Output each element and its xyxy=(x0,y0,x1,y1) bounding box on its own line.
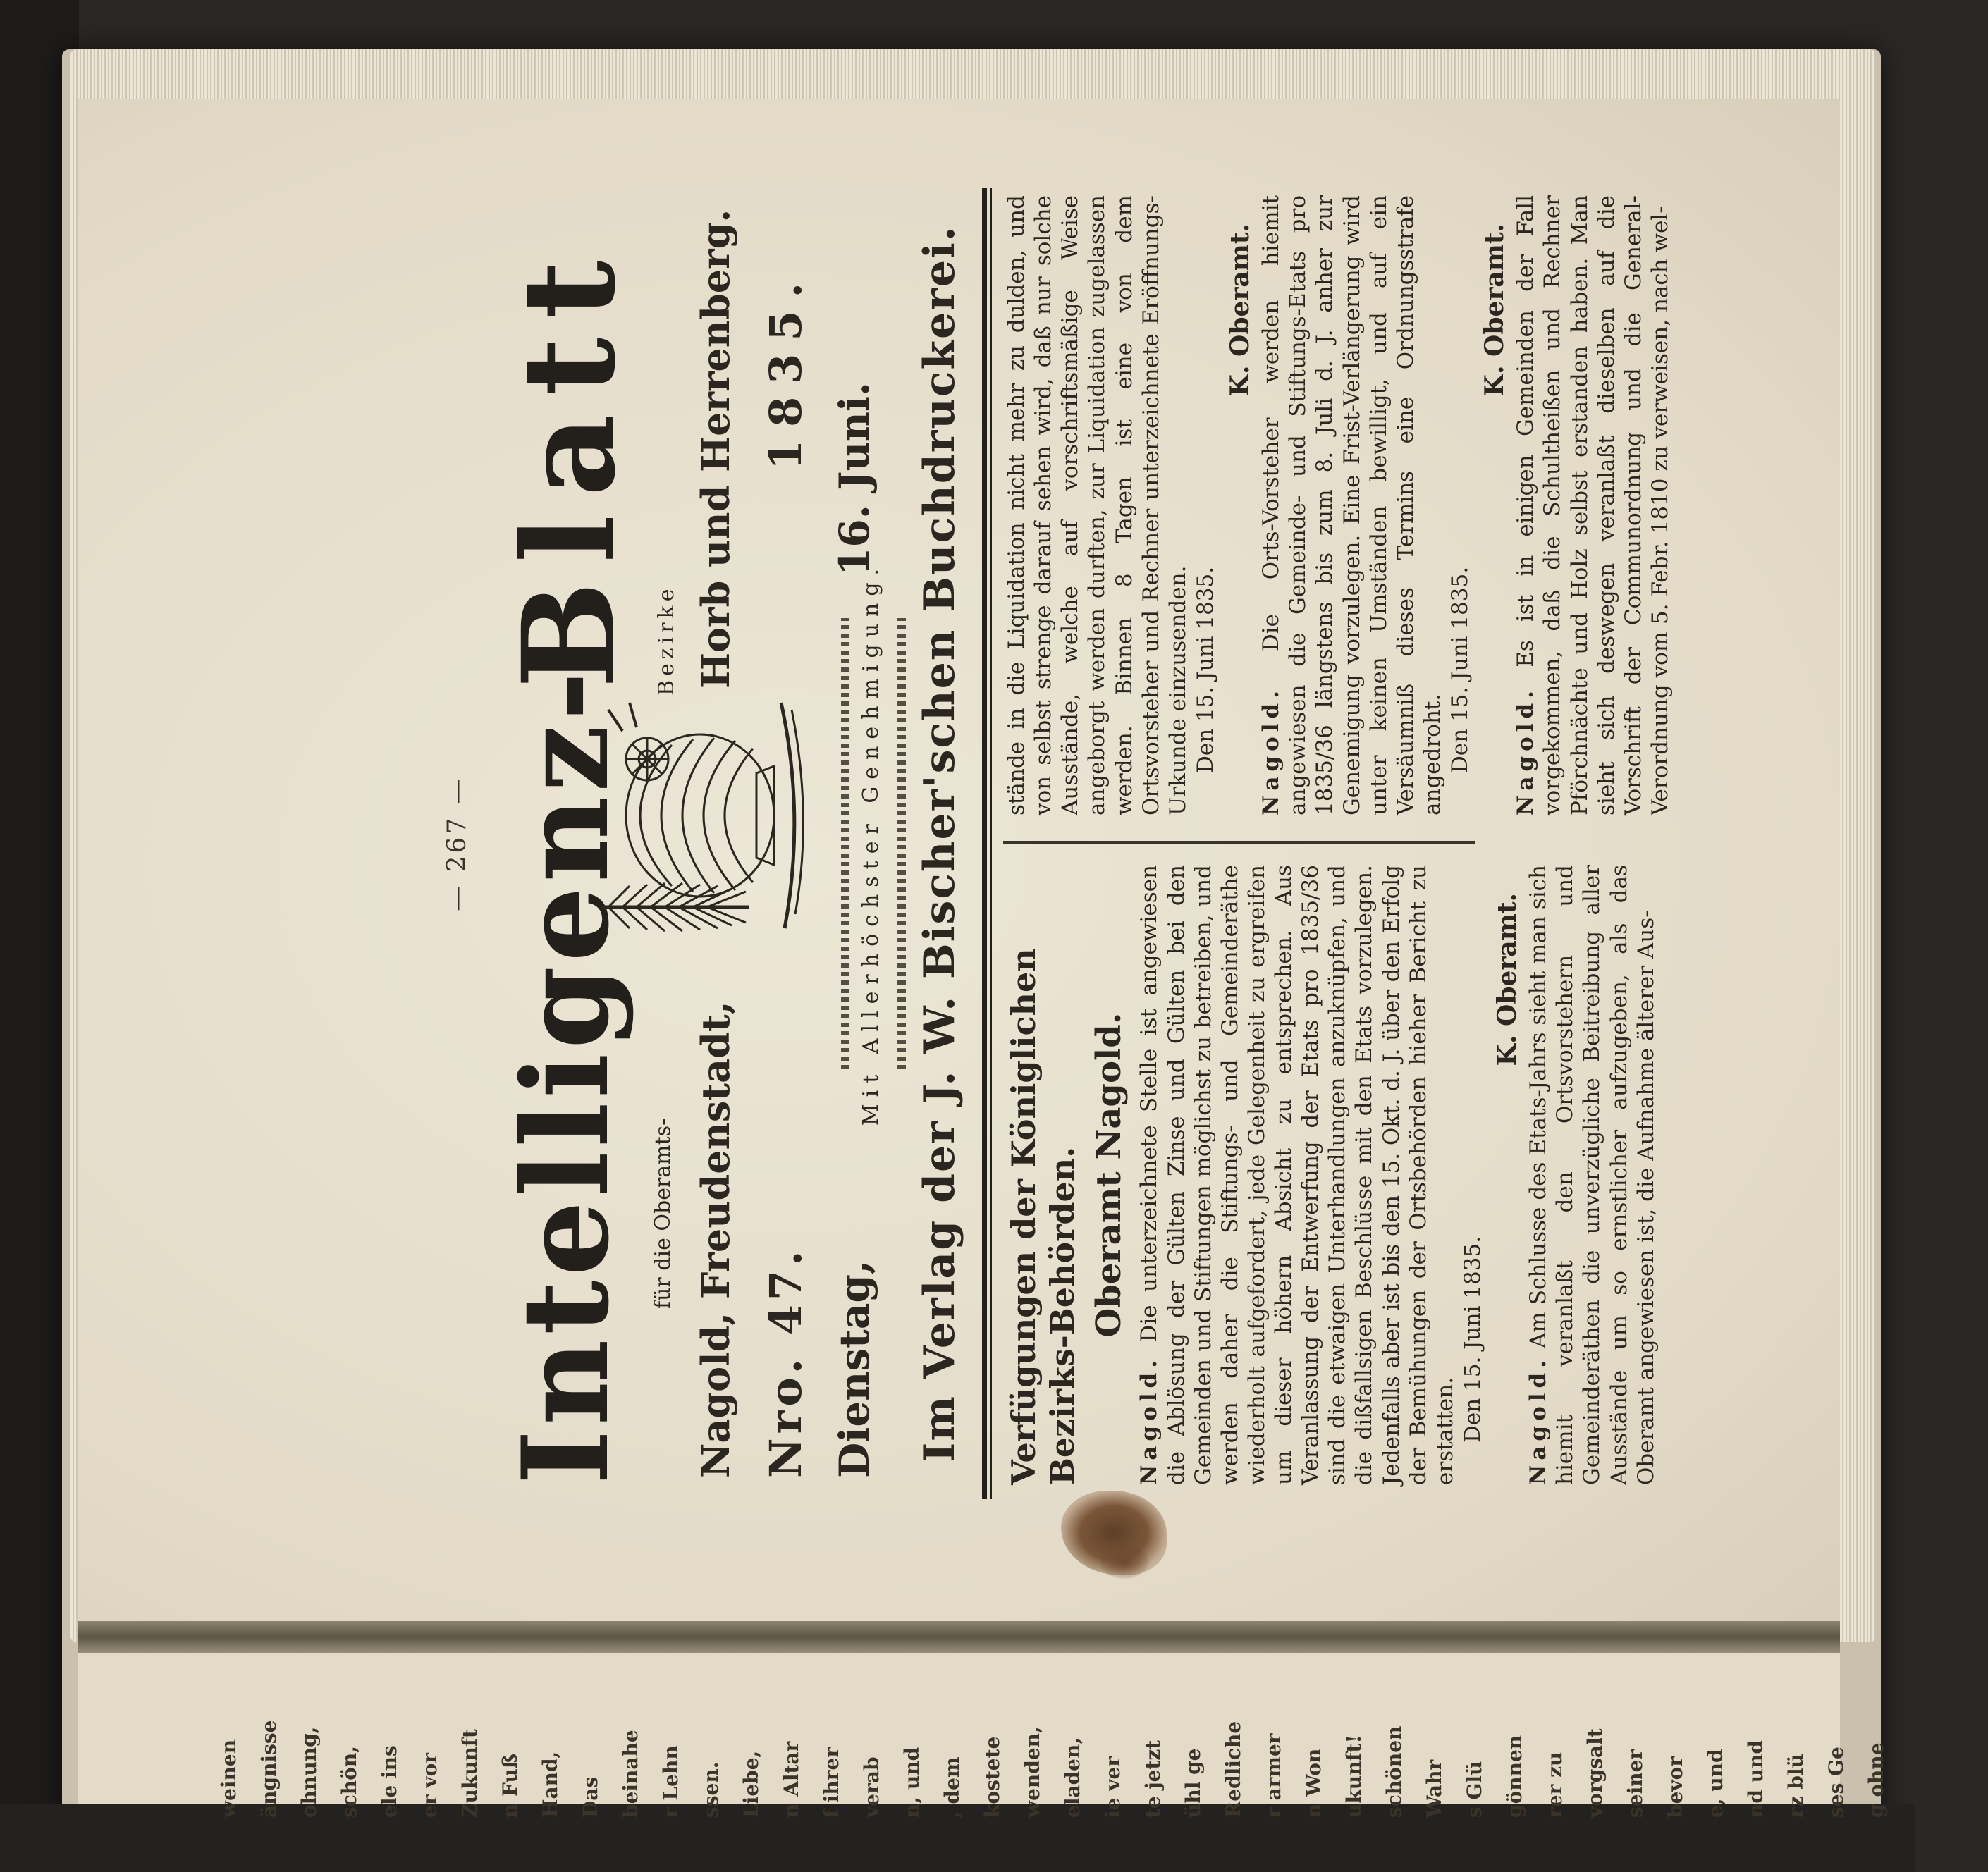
facing-line-fragment: bevor xyxy=(1664,1756,1687,1818)
book-gutter xyxy=(78,1621,1840,1656)
issue-number: Nro. 47. xyxy=(760,1246,811,1478)
facing-line-fragment: rz blü xyxy=(1784,1754,1808,1818)
facing-line-fragment: eladen, xyxy=(1061,1737,1084,1818)
facing-line-fragment: seiner xyxy=(1624,1749,1647,1818)
facing-line-fragment: Liebe, xyxy=(740,1750,763,1818)
facing-line-fragment: vorgsalt xyxy=(1583,1728,1607,1818)
issue-date: 16. Juni. xyxy=(830,381,878,576)
issue-year: 1835. xyxy=(760,269,811,470)
beehive-emblem-icon xyxy=(580,696,813,935)
column-divider xyxy=(1003,841,1475,844)
masthead-title-right: Blatt xyxy=(495,242,644,689)
facing-line-fragment: weinen xyxy=(217,1739,240,1818)
notice-text: Die Orts-Vorsteher werden hiemit angewiesen die Gemeinde- und Stiftungs-Etats pro 1835/36 längstens bis zum 8. Juli d. J. anher zur Genemigung vorzulegen. Eine Frist-Verlängerung wird unter keinen Umständen bewilligt, und auf ein Versäumniß dieses Termins eine Ordnungsstrafe angedroht. xyxy=(1258,195,1445,815)
facing-line-fragment: nd und xyxy=(1744,1740,1767,1818)
notice-paragraph xyxy=(1525,865,1659,1485)
place-name: Nagold. xyxy=(1136,1355,1162,1485)
notice-text: Es ist in einigen Gemeinden der Fall vorgekommen, daß die Schultheißen und Rechner Pförchnächte und Holz selbst erstanden haben. Man sieht sich deswegen veranlaßt dieselben auf die Vorschrift der Communordnung und die General-Verordnung vom 5. Febr. 1810 zu verweisen, nach wel- xyxy=(1513,195,1673,815)
issue-weekday: Dienstag, xyxy=(830,1260,878,1478)
facing-line-fragment: ühl ge xyxy=(1182,1748,1205,1818)
column-right xyxy=(1003,195,1673,815)
facing-line-fragment: n Fuß xyxy=(498,1753,522,1818)
facing-line-fragment: Zukunft xyxy=(458,1729,481,1818)
facing-line-fragment: wenden, xyxy=(1021,1726,1044,1818)
printed-sheet xyxy=(429,139,1673,1548)
facing-line-fragment: ssen. xyxy=(699,1761,723,1818)
facing-line-fragment: ukunft! xyxy=(1342,1735,1366,1818)
column-left xyxy=(1003,864,1659,1485)
facing-line-fragment: Das xyxy=(579,1776,602,1818)
facing-line-fragment: e, und xyxy=(1704,1749,1727,1818)
ink-stain-small xyxy=(1100,1544,1149,1579)
facing-line-fragment: r armer xyxy=(1262,1733,1285,1818)
facing-line-fragment: te jetzt xyxy=(1141,1739,1165,1818)
notice-paragraph: stände in die Liquidation nicht mehr zu dulden, und von selbst strenge darauf sehen wird, daß nur solche Ausstände, welche auf vorschriftsmäßige Weise angeborgt werden durften, zur Liquidation zugelassen werden. Binnen 8 Tagen ist eine von dem Ortsvorsteher und Rechner unterzeichnete Eröffnungs-Urkunde einzusenden. xyxy=(1004,195,1191,815)
masthead-subtitle-right: Bezirke xyxy=(654,584,679,696)
facing-line-fragment: n Won xyxy=(1302,1748,1325,1818)
facing-line-fragment: Redliche xyxy=(1222,1720,1245,1818)
facing-line-fragment: kostete xyxy=(981,1736,1004,1818)
facing-line-fragment: verab xyxy=(860,1756,883,1818)
ornamental-rule-bottom xyxy=(897,618,906,1069)
facing-line-fragment: Hand, xyxy=(539,1751,562,1818)
notice-text: Am Schlusse des Etats-Jahrs sieht man sich hiemit veranlaßt den Ortsvorstehern und Gemeinderäthen die unverzügliche Beitreibung aller Ausstände um so ernstlicher aufzugeben, als das Oberamt angewiesen ist, die Aufnahme älterer Aus- xyxy=(1526,865,1659,1485)
facing-line-fragment: schönen xyxy=(1382,1725,1406,1818)
notice-dateline: Den 15. Juni 1835. xyxy=(1192,566,1218,773)
facing-line-fragment: er vor xyxy=(418,1752,441,1818)
signature-heading: K. Oberamt. xyxy=(1480,223,1510,397)
facing-line-fragment: ele ins xyxy=(378,1745,401,1818)
facing-line-fragment: , dem xyxy=(940,1756,964,1818)
ornamental-rule-top xyxy=(841,618,849,1069)
office-heading: Oberamt Nagold. xyxy=(1089,1012,1129,1338)
facing-line-fragment: ie ver xyxy=(1101,1756,1124,1818)
facing-line-fragment: gönnen xyxy=(1503,1735,1526,1818)
facing-line-fragment: r Lehn xyxy=(659,1745,682,1818)
notice-dateline: Den 15. Juni 1835. xyxy=(1447,566,1473,773)
masthead-rule xyxy=(982,188,992,1499)
district-names-right: Horb und Herrenberg. xyxy=(693,209,738,689)
facing-line-fragment: s Glü xyxy=(1463,1761,1486,1818)
facing-line-fragment: schön, xyxy=(338,1746,361,1818)
facing-line-fragment: ses Ge xyxy=(1824,1747,1848,1818)
facing-line-fragment: ängnisse xyxy=(257,1720,281,1818)
facing-line-fragment: n Altar xyxy=(780,1741,803,1818)
signature-heading: K. Oberamt. xyxy=(1225,223,1256,397)
facing-line-fragment: ohnung, xyxy=(297,1726,321,1818)
notice-paragraph xyxy=(1512,195,1674,815)
facing-line-fragment: f ihrer xyxy=(820,1747,843,1818)
masthead-subtitle-left: für die Oberamts- xyxy=(651,1118,675,1309)
notice-paragraph xyxy=(1258,195,1446,815)
publisher-line: Im Verlag der J. W. Bischer'schen Buchdruckerei. xyxy=(915,225,964,1462)
notice-text: Die unterzeichnete Stelle ist angewiesen die Ablösung der Gülten Zinse und Gülten bei den Gemeinden und Stiftungen möglichst zu betreiben, und werden daher die Stiftungs- und Gemeinderäthe wiederholt aufgefordert, jede Gelegenheit zu ergreifen um dieser höhern Absicht zu entsprechen. Aus Veranlassung der Entwerfung der Etats pro 1835/36 sind die etwaigen Unterhandlungen anzuknüpfen, und die dißfallsigen Beschlüsse mit den Etats vorzulegen. Jedenfalls aber ist bis den 15. Okt. d. J. über den Erfolg der Bemühungen der Ortsbehörden hieher Bericht zu erstatten. xyxy=(1136,864,1458,1485)
signature-heading: K. Oberamt. xyxy=(1492,893,1523,1066)
privilege-notice: Mit Allerhöchster Genehmigung. xyxy=(859,561,883,1126)
facing-line-fragment: n, und xyxy=(900,1747,924,1818)
district-names-left: Nagold, Freudenstadt, xyxy=(693,1001,738,1478)
section-heading: Verfügungen der Königlichen Bezirks-Behörden. xyxy=(1005,948,1082,1485)
masthead-title-left: Intelligenz- xyxy=(496,667,635,1485)
place-name: Nagold. xyxy=(1513,685,1539,815)
facing-line-fragment: Wahr xyxy=(1423,1759,1446,1818)
place-name: Nagold. xyxy=(1258,685,1284,815)
facing-line-fragment: g ohne xyxy=(1865,1742,1888,1818)
page-number: — 267 — xyxy=(443,776,472,911)
facing-line-fragment: rer zu xyxy=(1543,1751,1566,1818)
notice-paragraph xyxy=(1136,865,1459,1485)
notice-dateline: Den 15. Juni 1835. xyxy=(1459,1236,1485,1443)
place-name: Nagold. xyxy=(1526,1355,1552,1485)
facing-page-text xyxy=(0,1663,1915,1818)
facing-line-fragment: beinahe xyxy=(619,1730,642,1818)
